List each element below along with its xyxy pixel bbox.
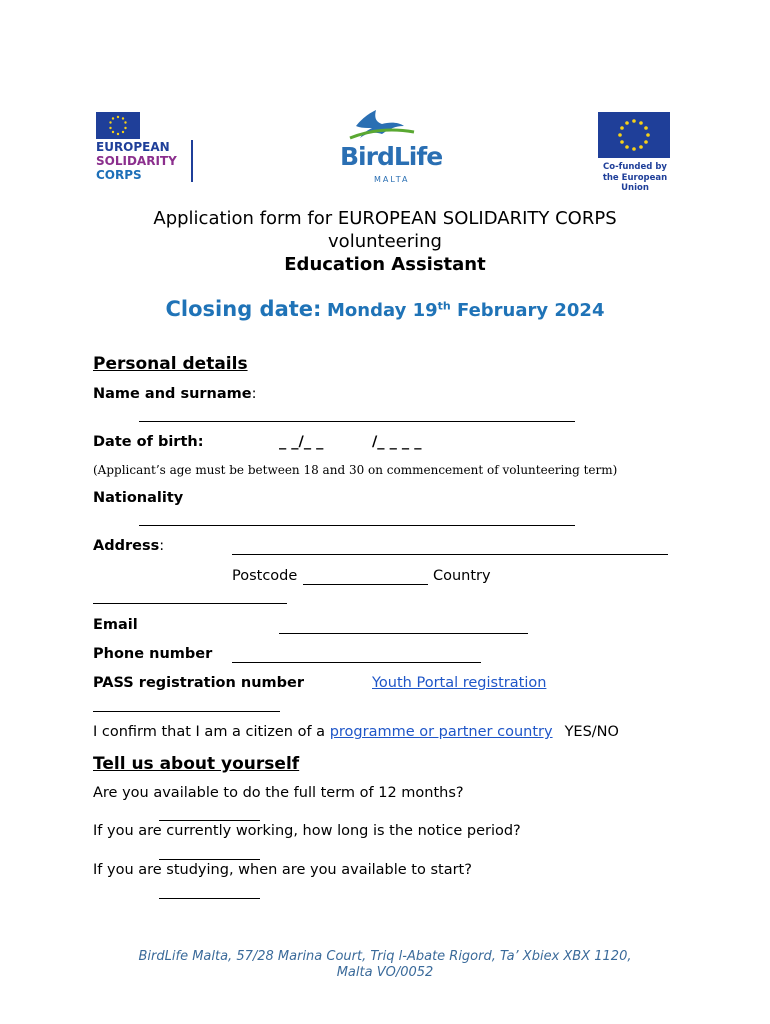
pass-label: PASS registration number: [93, 675, 304, 691]
footer-line1: BirdLife Malta, 57/28 Marina Court, Triq l-Abate Rigord, Ta’ Xbiex XBX 1120,: [138, 949, 632, 964]
question-notice-period: If you are currently working, how long is the notice period?: [93, 823, 521, 839]
citizen-confirm: [93, 724, 619, 740]
eu-line1: Co-funded by: [603, 162, 667, 172]
address-label-text: Address: [93, 538, 160, 554]
dob-year[interactable]: /_ _ _ _: [372, 434, 422, 450]
programme-country-link[interactable]: programme or partner country: [329, 724, 553, 740]
esc-logo-line1: EUROPEAN: [96, 140, 170, 154]
confirm-text: I confirm that I am a citizen of a: [93, 724, 330, 740]
closing-label: Closing date:: [165, 297, 322, 321]
answer-notice-period-line[interactable]: [159, 859, 260, 860]
dob-label: Date of birth:: [93, 434, 204, 450]
email-input-line[interactable]: [279, 633, 528, 634]
footer-line2: Malta VO/0052: [336, 965, 434, 980]
personal-details-heading: Personal details: [93, 354, 248, 374]
birdlife-name: BirdLife: [340, 142, 443, 171]
address-label-colon: :: [159, 538, 165, 554]
address-input-line[interactable]: [232, 554, 668, 555]
name-input-line[interactable]: [139, 421, 575, 422]
birdlife-sub: MALTA: [374, 175, 410, 184]
question-full-term: Are you available to do the full term of 12 months?: [93, 785, 464, 801]
eu-flag-icon: [598, 112, 670, 158]
answer-start-date-line[interactable]: [159, 898, 260, 899]
phone-label: Phone number: [93, 646, 213, 662]
postcode-input-line[interactable]: [303, 584, 428, 585]
age-note: (Applicant’s age must be between 18 and 30 on commencement of volunteering term): [93, 463, 618, 477]
dob-day-month[interactable]: _ _/_ _: [279, 434, 324, 450]
address-label: [93, 538, 164, 554]
confirm-yesno[interactable]: YES/NO: [564, 724, 619, 740]
phone-input-line[interactable]: [232, 662, 481, 663]
esc-eu-flag-icon: [96, 112, 140, 139]
title-line1: Application form for EUROPEAN SOLIDARITY CORPS: [153, 208, 617, 229]
esc-logo-line3: CORPS: [96, 168, 142, 182]
closing-date-sup: th: [437, 299, 451, 313]
birdlife-logo: [338, 108, 450, 188]
question-start-date: If you are studying, when are you available to start?: [93, 862, 472, 878]
esc-logo-line2: SOLIDARITY: [96, 154, 177, 168]
answer-full-term-line[interactable]: [159, 820, 260, 821]
nationality-input-line[interactable]: [139, 525, 575, 526]
youth-portal-link[interactable]: Youth Portal registration: [372, 675, 547, 691]
title-line2: volunteering: [328, 231, 442, 252]
closing-date: [0, 297, 770, 321]
name-label-colon: :: [251, 386, 257, 402]
footer-address: [0, 949, 770, 981]
pass-input-line[interactable]: [93, 711, 280, 712]
bird-icon: [346, 108, 416, 144]
eu-line2: the European Union: [602, 173, 668, 193]
closing-date-prefix: Monday 19: [327, 300, 438, 321]
eu-cofunded-logo: [590, 112, 680, 193]
nationality-label: Nationality: [93, 490, 184, 506]
about-heading: Tell us about yourself: [93, 754, 300, 774]
country-input-line[interactable]: [93, 603, 287, 604]
email-label: Email: [93, 617, 138, 633]
form-title: [0, 207, 770, 277]
country-label: Country: [433, 568, 491, 584]
esc-logo: [96, 112, 196, 184]
name-label-text: Name and surname: [93, 386, 252, 402]
title-line3: Education Assistant: [284, 254, 486, 275]
postcode-label: Postcode: [232, 568, 298, 584]
name-label: [93, 386, 257, 402]
esc-logo-divider: [191, 140, 193, 182]
closing-date-suffix: February 2024: [450, 300, 605, 321]
